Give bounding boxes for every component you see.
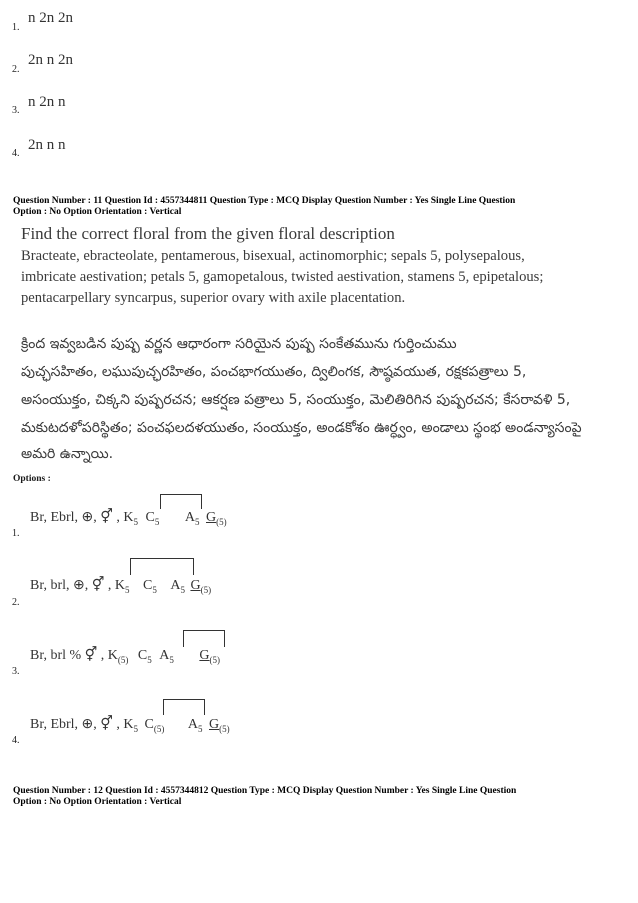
floral-formula: Br, brl % ⚥ , $K_{(5)}$ $C_5$ $A_5$ $G_{(5)}$	[30, 648, 220, 665]
corolla-count: 5	[152, 584, 157, 595]
calyx-count: 5	[124, 584, 130, 595]
floral-formula: Br, Ebrl, ⊕, ⚥ , $K_5$ $C_{(5)}$ $A_5$ $G_{(5)}$	[30, 717, 230, 734]
gynoecium-count: (5)	[219, 723, 230, 734]
question-meta-line: Option : No Option Orientation : Vertical	[13, 797, 182, 807]
formula-prefix: Br, brl % ⚥ , K	[30, 648, 118, 663]
androecium-count: 5	[180, 584, 185, 595]
option-number: 4.	[12, 735, 20, 746]
androecium-count: 5	[198, 723, 203, 734]
calyx-count: (5)	[117, 654, 129, 665]
formula-prefix: Br, Ebrl, ⊕, ⚥ , K	[30, 510, 134, 525]
question-desc-line: Bracteate, ebracteolate, pentamerous, bisexual, actinomorphic; sepals 5, polysepalous,	[21, 248, 525, 264]
gynoecium-count: (5)	[216, 516, 227, 527]
formula-prefix: Br, brl, ⊕, ⚥ , K	[30, 578, 125, 593]
calyx-count: 5	[133, 516, 139, 527]
corolla-count: (5)	[153, 723, 165, 734]
epipetalous-bracket	[183, 630, 225, 647]
calyx-count: 5	[133, 723, 139, 734]
question-title: Find the correct floral from the given floral description	[21, 224, 395, 243]
corolla-count: 5	[147, 654, 152, 665]
question-desc-line: pentacarpellary syncarpus, superior ovary with axile placentation.	[21, 290, 406, 306]
question-12-header	[13, 786, 613, 808]
option-text: n 2n n	[28, 94, 66, 110]
telugu-line: క్రింద ఇవ్వబడిన పుష్ప వర్ణన ఆధారంగా సరియైన పుష్ప సంకేతమును గుర్తించుము	[21, 336, 457, 352]
floral-formula: Br, brl, ⊕, ⚥ , $K_5$ $C_5$ $A_5$ $G_{(5)}$	[30, 578, 212, 595]
option-text: 2n n n	[28, 137, 66, 153]
question-desc-line: imbricate aestivation; petals 5, gamopetalous, twisted aestivation, stamens 5, epipetalous;	[21, 269, 544, 285]
option-text: n 2n 2n	[28, 10, 73, 26]
telugu-line: అసంయుక్తం, చిక్కని పుష్పరచన; ఆకర్షణ పత్రాలు 5, సంయుక్తం, మెలితిరిగిన పుష్పరచన; కేసరావళి 5,	[21, 392, 571, 408]
formula-prefix: Br, Ebrl, ⊕, ⚥ , K	[30, 717, 134, 732]
question-meta-line: Question Number : 11 Question Id : 4557344811 Question Type : MCQ Display Question Number : Yes Single Line Question	[13, 196, 516, 206]
telugu-line: అమరి ఉన్నాయి.	[21, 446, 114, 462]
option-number: 3.	[12, 666, 20, 677]
option-number: 2.	[12, 597, 20, 608]
androecium-count: 5	[195, 516, 200, 527]
option-number: 1.	[12, 22, 20, 33]
androecium-count: 5	[169, 654, 174, 665]
options-label: Options :	[13, 474, 51, 484]
epipetalous-bracket	[130, 558, 194, 575]
option-number: 1.	[12, 528, 20, 539]
floral-formula: Br, Ebrl, ⊕, ⚥ , $K_5$ $C_5$ $A_5$ $G_{(5)}$	[30, 510, 227, 527]
telugu-line: మకుటదళోపరిస్థితం; పంచఫలదళయుతం, సంయుక్తం, అండకోశం ఊర్ధ్వం, అండాలు స్థంభ అండన్యాసంపై	[21, 420, 582, 436]
option-number: 2.	[12, 64, 20, 75]
gynoecium-count: (5)	[209, 654, 220, 665]
epipetalous-bracket	[160, 494, 202, 509]
option-text: 2n n 2n	[28, 52, 73, 68]
epipetalous-bracket	[163, 699, 205, 715]
option-number: 4.	[12, 148, 20, 159]
option-number: 3.	[12, 105, 20, 116]
question-meta-line: Question Number : 12 Question Id : 4557344812 Question Type : MCQ Display Question Number : Yes Single Line Question	[13, 786, 517, 796]
gynoecium-count: (5)	[200, 584, 212, 595]
corolla-count: 5	[154, 516, 160, 527]
telugu-line: పుచ్ఛసహితం, లఘుపుచ్ఛరహితం, పంచభాగయుతం, ద్విలింగక, సౌష్ఠవయుత, రక్షకపత్రాలు 5,	[21, 364, 527, 380]
question-meta-line: Option : No Option Orientation : Vertical	[13, 207, 182, 217]
question-11-header	[13, 196, 613, 218]
